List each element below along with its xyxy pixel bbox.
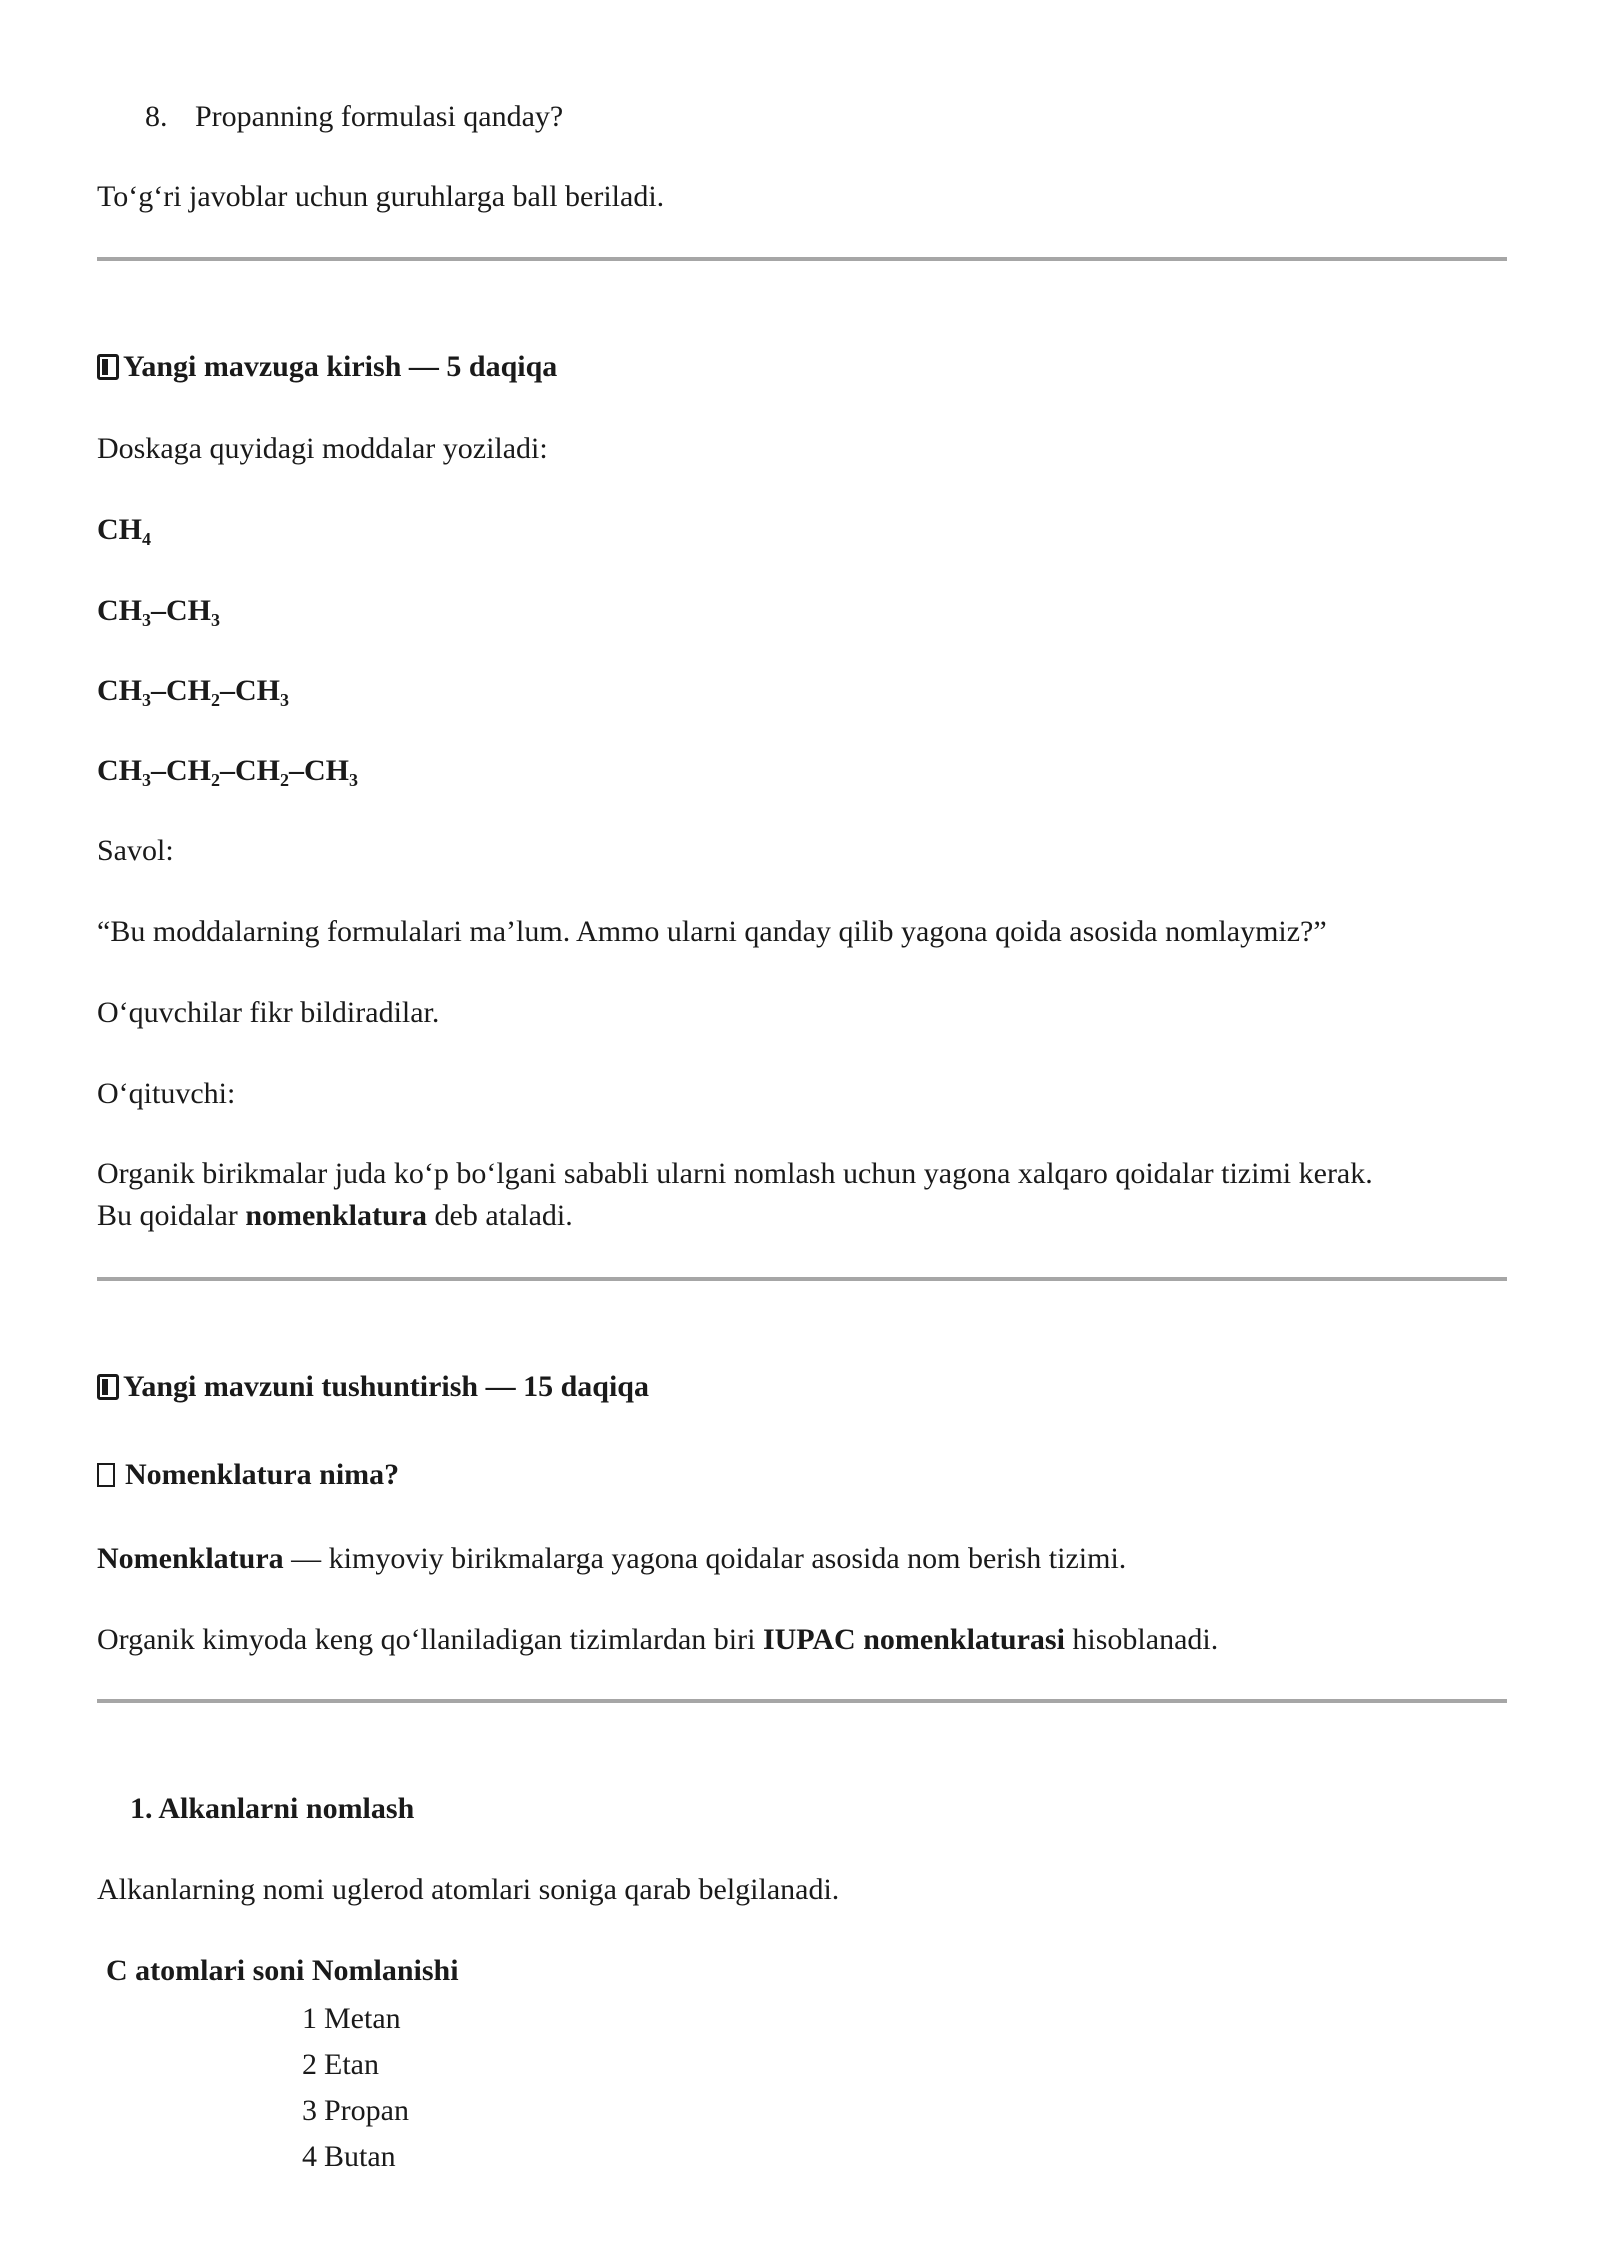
table-row <box>302 2042 409 2088</box>
iupac-sentence <box>97 1619 1218 1661</box>
teacher-explanation <box>97 1153 1373 1237</box>
formula-subscript: 3 <box>280 690 289 710</box>
missing-glyph-icon <box>97 1463 115 1487</box>
divider-3 <box>97 1699 1507 1703</box>
intro-note: To‘g‘ri javoblar uchun guruhlarga ball beriladi. <box>97 180 665 213</box>
divider-1 <box>97 257 1507 261</box>
alkane-name: Metan <box>324 2002 401 2035</box>
carbon-count: 1 <box>302 2002 317 2035</box>
text-run: Organik kimyoda keng qo‘llaniladigan tizimlardan biri <box>97 1623 763 1656</box>
list-question-text: Propanning formulasi qanday? <box>195 100 564 133</box>
term-nomenklatura: nomenklatura <box>245 1199 427 1232</box>
subheading-text: Nomenklatura nima? <box>125 1458 400 1491</box>
number-box-icon <box>97 354 119 380</box>
formula-subscript: 2 <box>280 770 289 790</box>
definition <box>97 1538 1126 1580</box>
term-iupac: IUPAC nomenklaturasi <box>762 1623 1065 1656</box>
heading-explain <box>97 1366 649 1408</box>
formula-part: –CH <box>220 674 280 707</box>
formula-part: –CH <box>151 674 211 707</box>
alkanes-lead: Alkanlarning nomi uglerod atomlari soniga qarab belgilanadi. <box>97 1873 840 1906</box>
formula-subscript: 3 <box>142 770 151 790</box>
alkane-name: Butan <box>324 2140 396 2173</box>
heading-alkanes: 1. Alkanlarni nomlash <box>130 1792 415 1825</box>
formula-part: CH <box>97 754 142 787</box>
formula-part: –CH <box>151 594 211 627</box>
term-nomenklatura: Nomenklatura <box>97 1542 284 1575</box>
students-response: O‘quvchilar fikr bildiradilar. <box>97 996 440 1029</box>
question-label: Savol: <box>97 834 174 867</box>
formula-subscript: 4 <box>142 529 151 549</box>
text-run: hisoblanadi. <box>1064 1623 1219 1656</box>
table-header-name: Nomlanishi <box>311 1954 459 1987</box>
text-run: Bu qoidalar <box>97 1199 246 1232</box>
table-row <box>302 1996 409 2042</box>
heading-new-topic <box>97 346 557 388</box>
formula-butane <box>97 750 358 792</box>
list-number: 8. <box>145 100 168 133</box>
heading-new-topic-text: Yangi mavzuga kirish — 5 daqiqa <box>123 350 558 383</box>
divider-2 <box>97 1277 1507 1281</box>
teacher-text-line-2 <box>97 1195 1373 1237</box>
number-box-icon <box>97 1374 119 1400</box>
formula-part: –CH <box>220 754 280 787</box>
formula-propane <box>97 670 289 712</box>
table-header <box>106 1950 459 1992</box>
question-text: “Bu moddalarning formulalari ma’lum. Ammo ularni qanday qilib yagona qoida asosida nomlaymiz?” <box>97 915 1327 948</box>
teacher-label: O‘qituvchi: <box>97 1077 236 1110</box>
table-row <box>302 2134 409 2180</box>
formula-subscript: 2 <box>211 770 220 790</box>
formula-subscript: 3 <box>211 610 220 630</box>
heading-explain-text: Yangi mavzuni tushuntirish — 15 daqiqa <box>123 1370 649 1403</box>
alkane-name: Propan <box>324 2094 409 2127</box>
alkane-table-rows <box>302 1996 409 2180</box>
new-topic-lead: Doskaga quyidagi moddalar yoziladi: <box>97 432 548 465</box>
text-run: deb ataladi. <box>427 1199 573 1232</box>
carbon-count: 4 <box>302 2140 317 2173</box>
table-row <box>302 2088 409 2134</box>
formula-subscript: 3 <box>142 610 151 630</box>
formula-subscript: 3 <box>142 690 151 710</box>
formula-part: –CH <box>289 754 349 787</box>
formula-subscript: 3 <box>349 770 358 790</box>
formula-subscript: 2 <box>211 690 220 710</box>
list-item-question-8 <box>145 96 563 138</box>
formula-part: CH <box>97 674 142 707</box>
subheading-nomenclature <box>97 1454 399 1496</box>
formula-part: –CH <box>151 754 211 787</box>
formula-part: CH <box>97 513 142 546</box>
alkane-name: Etan <box>324 2048 379 2081</box>
formula-part: CH <box>97 594 142 627</box>
table-header-count: C atomlari soni <box>106 1954 305 1987</box>
carbon-count: 3 <box>302 2094 317 2127</box>
formula-ethane <box>97 590 220 632</box>
carbon-count: 2 <box>302 2048 317 2081</box>
teacher-text-line-1: Organik birikmalar juda ko‘p bo‘lgani sababli ularni nomlash uchun yagona xalqaro qoidalar tizimi kerak. <box>97 1157 1373 1190</box>
formula-methane <box>97 509 151 551</box>
text-run: — kimyoviy birikmalarga yagona qoidalar asosida nom berish tizimi. <box>283 1542 1127 1575</box>
